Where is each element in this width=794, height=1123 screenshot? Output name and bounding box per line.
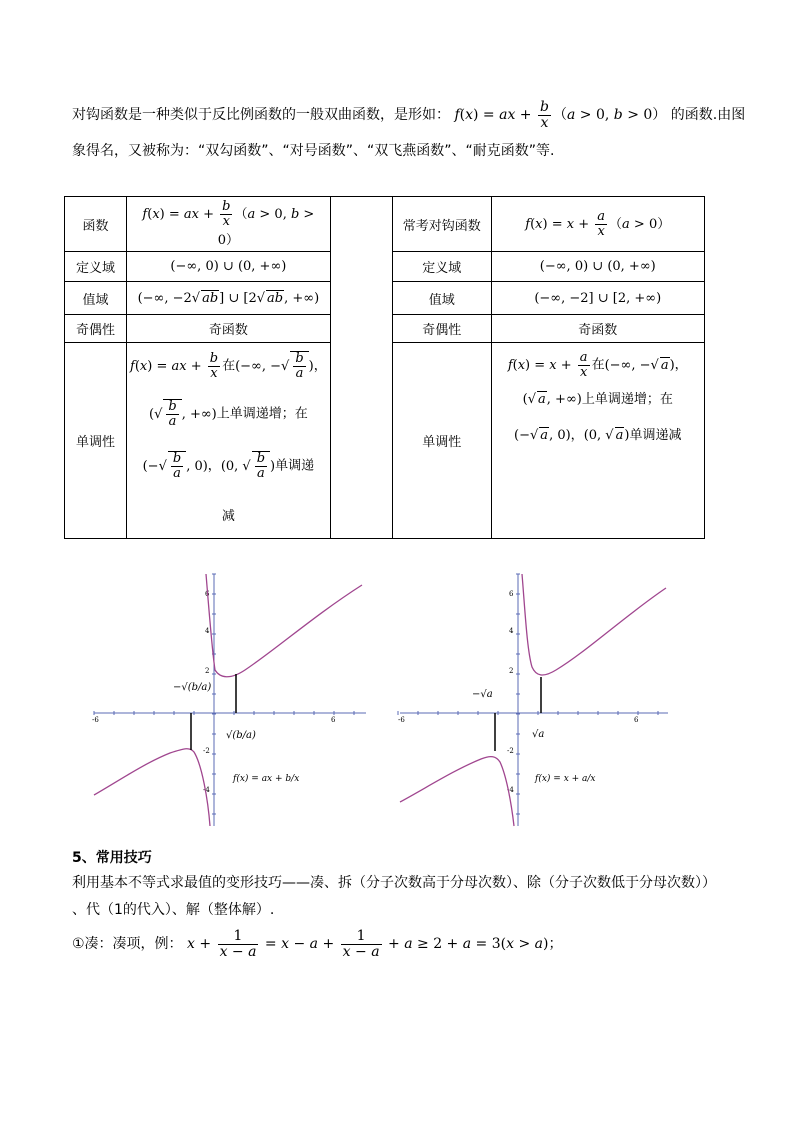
y-tick-label: 2 bbox=[509, 667, 514, 675]
monotonic-left: f(x) = ax + $\frac{b}{x}$ 在(−∞, −√ $\frac{b}{a}$ )， (√ $\frac{b}{a}$ , +∞)上单调递增；在 (−√ $\frac{b}{a}$ , 0)，(0, √ $\frac{b}{a}$ )单调递 减 bbox=[127, 343, 331, 539]
label-domain: 定义域 bbox=[65, 252, 127, 282]
domain-right: (−∞, 0) ∪ (0, +∞) bbox=[491, 252, 704, 282]
example-formula: x + $\frac{1}{x - a}$ = x − a + $\frac{1}{x - a}$ + a ≥ 2 + a = 3(x > a)； bbox=[187, 927, 563, 960]
parity-left: 奇函数 bbox=[127, 315, 331, 343]
section-line-3: ①凑：凑项，例： x + $\frac{1}{x - a}$ = x − a + $\frac{1}{x - a}$ + a ≥ 2 + a = 3(x > a)； bbox=[72, 927, 563, 960]
domain-left: (−∞, 0) ∪ (0, +∞) bbox=[127, 252, 331, 282]
formula-right: f(x) = x + $\frac{a}{x}$ （a > 0） bbox=[491, 197, 704, 252]
section-line-1: 利用基本不等式求最值的变形技巧——凑、拆（分子次数高于分母次数）、除（分子次数低于分母次数）） bbox=[72, 875, 716, 891]
graph-right bbox=[396, 570, 672, 830]
label-monotonic-right: 单调性 bbox=[392, 343, 491, 539]
monotonic-right: f(x) = x + $\frac{a}{x}$ 在(−∞, −√ a)， (√ a, +∞)上单调递增；在 (−√ a, 0)，(0, √ a)单调递减 bbox=[491, 343, 704, 539]
range-left: (−∞, −2√ ab] ∪ [2√ ab, +∞) bbox=[127, 282, 331, 315]
y-tick-label: -2 bbox=[203, 747, 210, 755]
x-tick-label: 6 bbox=[634, 716, 639, 724]
y-tick-label: 4 bbox=[509, 627, 514, 635]
intro-formula: f(x) = ax + $\frac{b}{x}$ （a > 0, b > 0） bbox=[454, 98, 667, 131]
properties-table bbox=[64, 196, 705, 539]
section-line-2: 、代（1的代入）、解（整体解）. bbox=[72, 902, 275, 918]
range-right: (−∞, −2] ∪ [2, +∞) bbox=[491, 282, 704, 315]
y-tick-label: -2 bbox=[507, 747, 514, 755]
graph-left bbox=[90, 570, 370, 830]
y-tick-label: -4 bbox=[507, 786, 514, 794]
section-5 bbox=[72, 846, 762, 964]
table-row bbox=[65, 197, 705, 252]
curve-left-branch bbox=[400, 757, 514, 826]
curve-left-branch bbox=[94, 749, 210, 826]
label-parity: 奇偶性 bbox=[65, 315, 127, 343]
intro-text-2: 的函数.由图 bbox=[670, 107, 746, 123]
sqrt-a-label: √a bbox=[532, 729, 545, 740]
label-common: 常考对钩函数 bbox=[392, 197, 491, 252]
graph-left-fn: f(x) = ax + b/x bbox=[233, 774, 300, 784]
x-tick-label: 6 bbox=[331, 716, 336, 724]
neg-sqrt-ba-label: −√(b/a) bbox=[173, 682, 212, 693]
formula-left: f(x) = ax + $\frac{b}{x}$ （a > 0, b > 0） bbox=[127, 197, 331, 252]
graph-right-fn: f(x) = x + a/x bbox=[535, 774, 596, 784]
label-function: 函数 bbox=[65, 197, 127, 252]
y-tick-label: 6 bbox=[205, 590, 210, 598]
y-tick-label: -4 bbox=[203, 786, 210, 794]
y-tick-label: 6 bbox=[509, 590, 514, 598]
y-tick-label: 4 bbox=[205, 627, 210, 635]
section-heading: 5、常用技巧 bbox=[72, 850, 152, 866]
sqrt-ba-label: √(b/a) bbox=[226, 730, 256, 741]
curve-right-branch bbox=[522, 574, 666, 675]
x-tick-label: -6 bbox=[92, 716, 99, 724]
curve-right-branch bbox=[206, 574, 362, 677]
intro-paragraph bbox=[72, 96, 746, 160]
label-monotonic: 单调性 bbox=[65, 343, 127, 539]
intro-text-3: 象得名，又被称为：“双勾函数”、“对号函数”、“双飞燕函数”、“耐克函数”等. bbox=[72, 143, 555, 159]
y-tick-label: 2 bbox=[205, 667, 210, 675]
label-domain-right: 定义域 bbox=[392, 252, 491, 282]
table-gap bbox=[330, 197, 392, 539]
intro-text-1: 对钩函数是一种类似于反比例函数的一般双曲函数，是形如： bbox=[72, 107, 450, 123]
parity-right: 奇函数 bbox=[491, 315, 704, 343]
label-range: 值域 bbox=[65, 282, 127, 315]
neg-sqrt-a-label: −√a bbox=[472, 689, 493, 700]
label-range-right: 值域 bbox=[392, 282, 491, 315]
label-parity-right: 奇偶性 bbox=[392, 315, 491, 343]
x-tick-label: -6 bbox=[398, 716, 405, 724]
